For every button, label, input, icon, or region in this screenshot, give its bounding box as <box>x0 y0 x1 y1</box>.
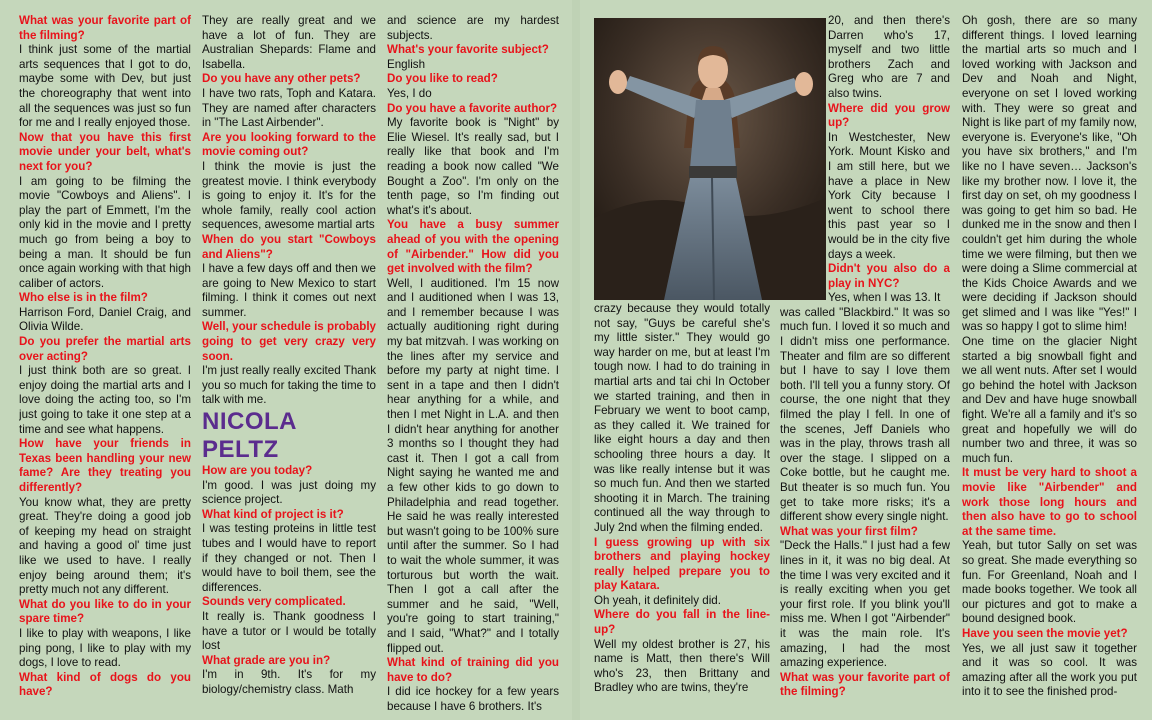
interview-answer: I just think both are so great. I enjoy doing the martial arts and I love doing the acting too, so I'm just going to take it one step at a time and see what happens. <box>19 364 191 436</box>
interview-answer: You know what, they are pretty great. They're doing a good job of keeping my head on straight and having a good ol' time just like we used to have. I really enjoy being around them; it's pretty much not any different. <box>19 495 191 597</box>
interview-answer: Yeah, but tutor Sally on set was so great. She made everything so fun. For Greenland, Noah and I made books together. We took all our pictures and got to make a bound designed book. <box>962 539 1137 626</box>
interview-answer: It really is. Thank goodness I have a tutor or I would be totally lost <box>202 609 376 653</box>
interview-question: Where did you grow up? <box>828 101 950 130</box>
interview-question: What kind of dogs do you have? <box>19 670 191 699</box>
column-5-below-photo <box>780 306 950 700</box>
interview-question: What was your favorite part of the filming? <box>780 670 950 699</box>
interview-answer: "Deck the Halls." I just had a few lines in it, it was no big deal. At the time I was very excited and it is really exciting when you get your first role. If you blink you'll miss me. When I got "Airbender" it was the main role. It's amazing, I had the most amazing experience. <box>780 539 950 670</box>
column-5 <box>780 14 950 720</box>
interview-question: What was your favorite part of the filming? <box>19 14 191 42</box>
interview-answer: Oh gosh, there are so many different things. I loved learning the martial arts so much and I loved working with Jackson and Dev and Noah and Night, everyone on set I loved working with. They were so great and Night is like part of my family now, everyone is. Everyone's like, "Oh you have six brothers," and I'm like no I have seven… Jackson's like my brother now. I love it, the first day on set, oh my goodness I was going to get him so bad. He dunked me in the snow and then I couldn't get him during the whole time we were filming, but then we were doing a Slime commercial at the Kids Choice Awards and we were deciding if Jackson should get slimed and I was like "Yes!" I was so happy I got to slime him! <box>962 14 1137 334</box>
interview-answer: They are really great and we have a lot of fun. They are Australian Shepards: Flame and Isabella. <box>202 14 376 71</box>
page-gutter <box>572 0 580 720</box>
interview-question: What was your first film? <box>780 524 918 538</box>
interview-answer: I have two rats, Toph and Katara. They are named after characters in "The Last Airbender". <box>202 86 376 130</box>
interview-question: Do you have any other pets? <box>202 72 361 86</box>
interview-question: Well, your schedule is probably going to get very crazy very soon. <box>202 320 376 363</box>
interview-answer: was called "Blackbird." It was so much fun. I loved it so much and I didn't miss one performance. Theater and film are so different but I have to say I love them both. I'll tell you a funny story. Of course, the one night that they filmed the play I fell. In one of the scenes, Jeff Daniels who was in the play, throws trash all over the stage. I slipped on a Coke bottle, but he caught me. But theater is so much fun. You get to take more risks; it's a different show every single night. <box>780 305 950 524</box>
interviewee-heading: NICOLA PELTZ <box>202 408 297 464</box>
interview-answer: Well, I auditioned. I'm 15 now and I auditioned when I was 13, and I remember because I was actually auditioning right during my bat mitzvah. I was working on the lines after my service and before my party at night time. I sent in a tape and then I didn't hear anything for a while, and then I met Night in L.A. and then I didn't hear anything for another 3 months so I thought they had cast it. Then I got a call from Night saying he wanted me and a few other kids to go down to Philadelphia and read together. He said he was really interested but wasn't going to be 100% sure until after the summer. So I had to wait the whole summer, it was torturous but worth the wait. Then I got a call after the summer and he said, "Well, you're going to start training," and I said, "What?" and I totally flipped out. <box>387 276 559 655</box>
interview-question: Have you seen the movie yet? <box>962 626 1128 640</box>
interview-question: How are you today? <box>202 464 313 478</box>
interview-question: When do you start "Cowboys and Aliens"? <box>202 232 376 261</box>
interview-question: You have a busy summer ahead of you with the opening of "Airbender." How did you get involved with the film? <box>387 218 559 276</box>
interview-answer: I am going to be filming the movie "Cowboys and Aliens". I play the part of Emmett, I'm the only kid in the movie and I pretty much go from being a boy to being a man. It should be fun once again working with that high caliber of actors. <box>19 174 191 290</box>
interview-question: I guess growing up with six brothers and playing hockey really helped prepare you to play Katara. <box>594 535 770 593</box>
interview-question: How have your friends in Texas been handling your new fame? Are they treating you differently? <box>19 437 191 494</box>
interview-answer: I'm good. I was just doing my science project. <box>202 478 376 507</box>
interview-question: What's your favorite subject? <box>387 43 549 57</box>
interview-answer: English <box>387 57 426 71</box>
interview-answer: I'm in 9th. It's for my biology/chemistry class. Math <box>202 668 376 696</box>
interview-answer: Yes, I do <box>387 86 432 100</box>
interview-question: Where do you fall in the line-up? <box>594 608 770 637</box>
interview-answer: I have a few days off and then we are going to New Mexico to start filming. I think it comes out next summer. <box>202 262 376 319</box>
interview-question: Didn't you also do a play in NYC? <box>828 262 950 290</box>
interview-answer: My favorite book is "Night" by Elie Wiesel. It's really sad, but I really like that book and I'm reading a book now called "We Bought a Zoo". I'm only on the tenth page, so I'm finding out what's it's about. <box>387 116 559 217</box>
interview-answer: Yes, when I was 13. It <box>828 291 941 305</box>
interview-answer: crazy because they would totally not say, "Guys be careful she's my little sister." They would go way harder on me, but at least I'm tough now. I had to do training in martial arts and tai chi In October we started training, and then in February we went to boot camp, as they called it. We trained for like eight hours a day and then schooling three hours a day. It was like really intense but it was so much fun. And then we started shooting it in March. The training continued all the way through to July 2nd when the filming ended. <box>594 302 770 534</box>
interview-question: Who else is in the film? <box>19 291 148 305</box>
interview-question: Now that you have this first movie under your belt, what's next for you? <box>19 130 191 173</box>
interview-question: Are you looking forward to the movie coming out? <box>202 130 376 159</box>
column-5-beside-photo <box>828 14 950 306</box>
interview-question: Do you like to read? <box>387 72 498 86</box>
interview-question: It must be very hard to shoot a movie like "Airbender" and work those long hours and then also have to go to school at the same time. <box>962 466 1137 538</box>
interview-answer: I think the movie is just the greatest movie. I think everybody is going to enjoy it. It's for the whole family, really cool action sequences, awesome martial arts <box>202 159 376 232</box>
interview-answer: Oh yeah, it definitely did. <box>594 593 721 607</box>
interview-answer: and science are my hardest subjects. <box>387 14 559 42</box>
column-2 <box>202 14 376 720</box>
column-4 <box>594 302 770 720</box>
interview-question: Do you have a favorite author? <box>387 101 558 115</box>
interview-answer: One time on the glacier Night started a big snowball fight and we all went nuts. After set I would go behind the hotel with Jackson and Dev and have huge snowball fight. We're all a family and it's so great and hopefully we will do number two and three, it was so much fun. <box>962 335 1137 465</box>
interview-answer: I think just some of the martial arts sequences that I got to do, maybe some with Dev, but just the choreography that went into all the sequences was just so fun for me and I really enjoyed those. <box>19 43 191 130</box>
interview-answer: Well my oldest brother is 27, his name is Matt, then there's Will who's 23, then Brittany and Bradley who are twins, they're <box>594 637 770 695</box>
interview-question: What grade are you in? <box>202 653 331 667</box>
interview-answer: In Westchester, New York. Mount Kisko and I am still here, but we have a place in New York City because I went to school there this past year so I would be in the city five days a week. <box>828 130 950 261</box>
column-3 <box>387 14 559 720</box>
interview-question: Do you prefer the martial arts over acting? <box>19 335 191 363</box>
interview-question: What do you like to do in your spare time? <box>19 597 191 626</box>
interview-answer: I did ice hockey for a few years because I have 6 brothers. It's <box>387 685 559 713</box>
interview-question: What kind of project is it? <box>202 507 344 521</box>
interview-question: What kind of training did you have to do? <box>387 656 559 684</box>
column-1 <box>19 14 191 720</box>
interview-answer: I'm just really really excited Thank you so much for taking the time to talk with me. <box>202 364 376 407</box>
column-6 <box>962 14 1137 720</box>
interview-answer: 20, and then there's Darren who's 17, myself and two little brothers Zach and Greg who are 7 and also twins. <box>828 14 950 100</box>
interview-answer: I like to play with weapons, I like ping pong, I like to play with my dogs, I love to read. <box>19 626 191 670</box>
interview-answer: Harrison Ford, Daniel Craig, and Olivia Wilde. <box>19 305 191 334</box>
interview-answer: I was testing proteins in little test tubes and I would have to report if they changed or not. Then I would have to boil them, see the differences. <box>202 522 376 594</box>
interview-answer: Yes, we all just saw it together and it was so cool. It was amazing after all the work you put into it to see the finished prod- <box>962 641 1137 699</box>
interview-question: Sounds very complicated. <box>202 595 346 609</box>
